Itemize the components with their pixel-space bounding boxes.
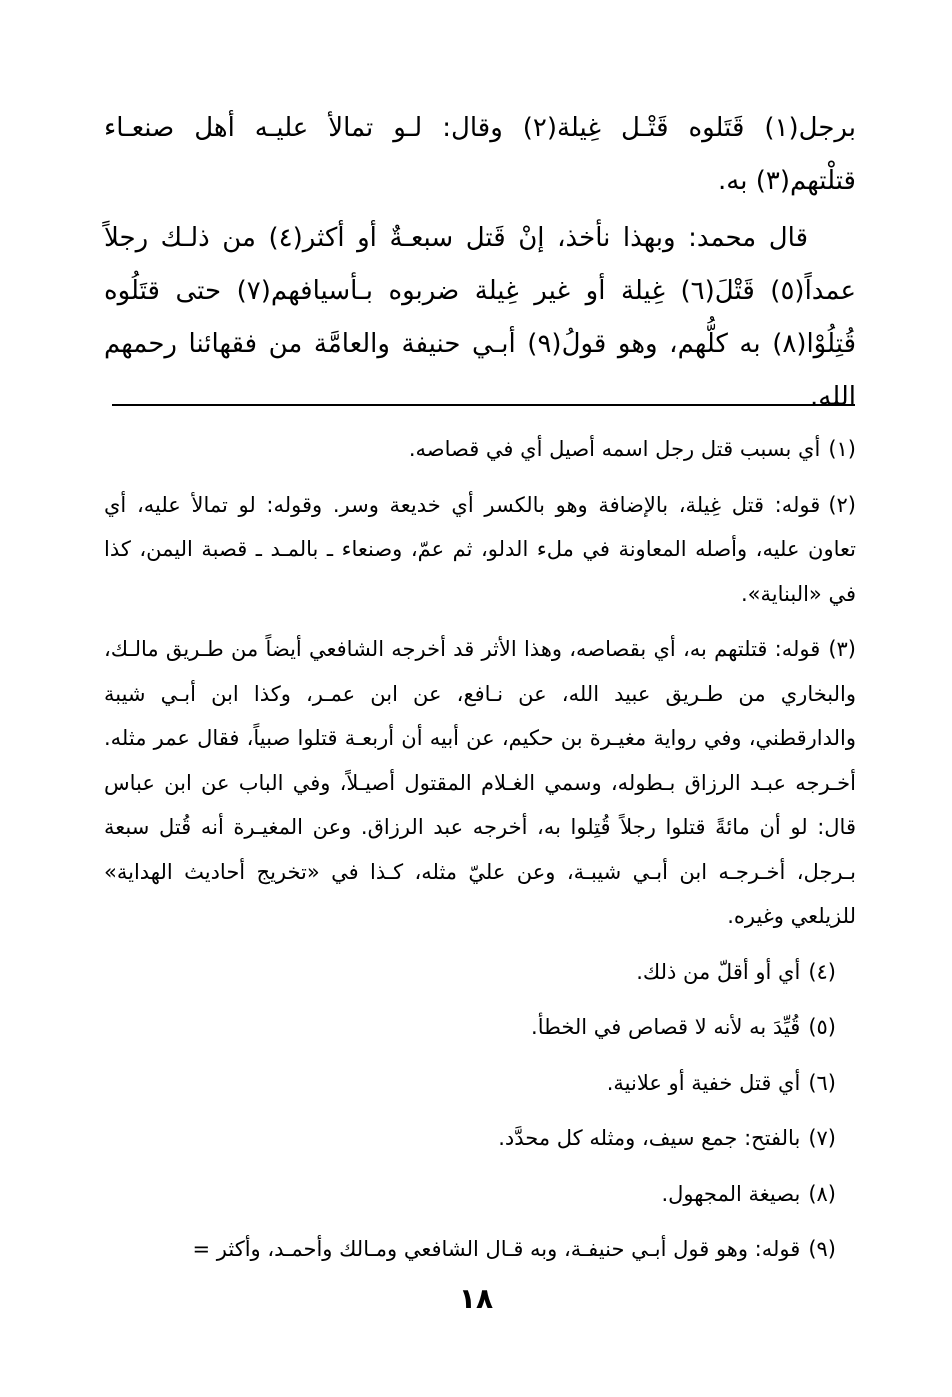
footnote-divider [112,404,855,406]
footnote-text: قوله: قتلتهم به، أي بقصاصه، وهذا الأثر قد أخرجه الشافعي أيضاً من طـريق مالـك، والبخاري من طـريق عبيد الله، عن نـافع، عن ابن عمـر، وكذا ابن أبـي شيبة والدارقطني، وفي رواية مغيـرة بن حكيم، عن أبيه أن أربعـة قتلوا صبياً، فقال عمر مثله. أخـرجه عبـد الرزاق بـطوله، وسمي الغـلام المقتول أصيـلاً، وفي الباب عن ابن عباس قال: لو أن مائةً قتلوا رجلاً قُتِلوا به، أخرجه عبد الرزاق. وعن المغيـرة أنه قُتل سبعة بـرجل، أخـرجـه ابن أبـي شيبـة، وعن عليّ مثله، كـذا في «تخريج أحاديث الهداية» للزيلعي وغيره. [104,637,856,928]
footnote-number: (١) [828,437,856,461]
footnote-text: قوله: قتل غِيلة، بالإضافة وهو بالكسر أي خديعة وسر. وقوله: لو تمالأ عليه، أي تعاون عليه، وأصله المعاونة في ملء الدلو، ثم عمّ، وصنعاء ـ بالمـد ـ قصبة اليمن، كذا في «البناية». [104,492,856,606]
footnote-text: قُيِّدَ به لأنه لا قصاص في الخطأ. [531,1015,801,1039]
footnote-8 [104,1172,856,1217]
main-paragraph-1: برجل(١) قَتَلوه قَتْـل غِيلة(٢) وقال: لـو تمالأ عليـه أهل صنعـاء قتلْتهم(٣) به. [104,113,857,196]
main-text [104,102,856,424]
footnote-6 [104,1061,856,1106]
footnote-text: أي أو أقلّ من ذلك. [636,959,801,984]
footnote-text: أي قتل خفية أو علانية. [606,1070,801,1095]
footnote-2 [104,483,856,617]
footnote-text: قوله: وهو قول أبـي حنيفـة، وبه قـال الشافعي ومـالك وأحمـد، وأكثر = [192,1237,801,1261]
footnote-number: (٢) [828,492,856,517]
footnotes [104,427,856,1283]
footnote-number: (٥) [808,1015,836,1039]
footnote-number: (٦) [808,1070,836,1095]
footnote-9 [72,1227,856,1272]
footnote-5 [104,1005,856,1050]
footnote-3 [104,627,856,939]
footnote-number: (٨) [808,1181,836,1206]
footnote-text: أي بسبب قتل رجل اسمه أصيل أي في قصاصه. [408,437,821,461]
footnote-4 [104,950,856,995]
footnote-text: بصيغة المجهول. [661,1181,801,1206]
footnote-1 [104,427,856,472]
footnote-text: بالفتح: جمع سيف، ومثله كل محدَّد. [498,1126,801,1150]
page-number: ١٨ [458,1282,494,1315]
footnote-number: (٧) [808,1126,836,1150]
footnote-number: (٩) [808,1237,836,1261]
footnote-number: (٤) [808,959,836,984]
footnote-7 [104,1116,856,1161]
footnote-number: (٣) [828,637,856,661]
main-paragraph-2: قال محمد: وبهذا نأخذ، إنْ قَتل سبعـةٌ أو أكثر(٤) من ذلـك رجلاً عمداً(٥) قَتْلَ(٦) غِيلة أو غير غِيلة ضربوه بـأسيافهم(٧) حتى قتَلُوه قُتِلُوْا(٨) به كلُّهم، وهو قولُ(٩) أبـي حنيفة والعامَّة من فقهائنا رحمهم الله. [104,223,856,412]
